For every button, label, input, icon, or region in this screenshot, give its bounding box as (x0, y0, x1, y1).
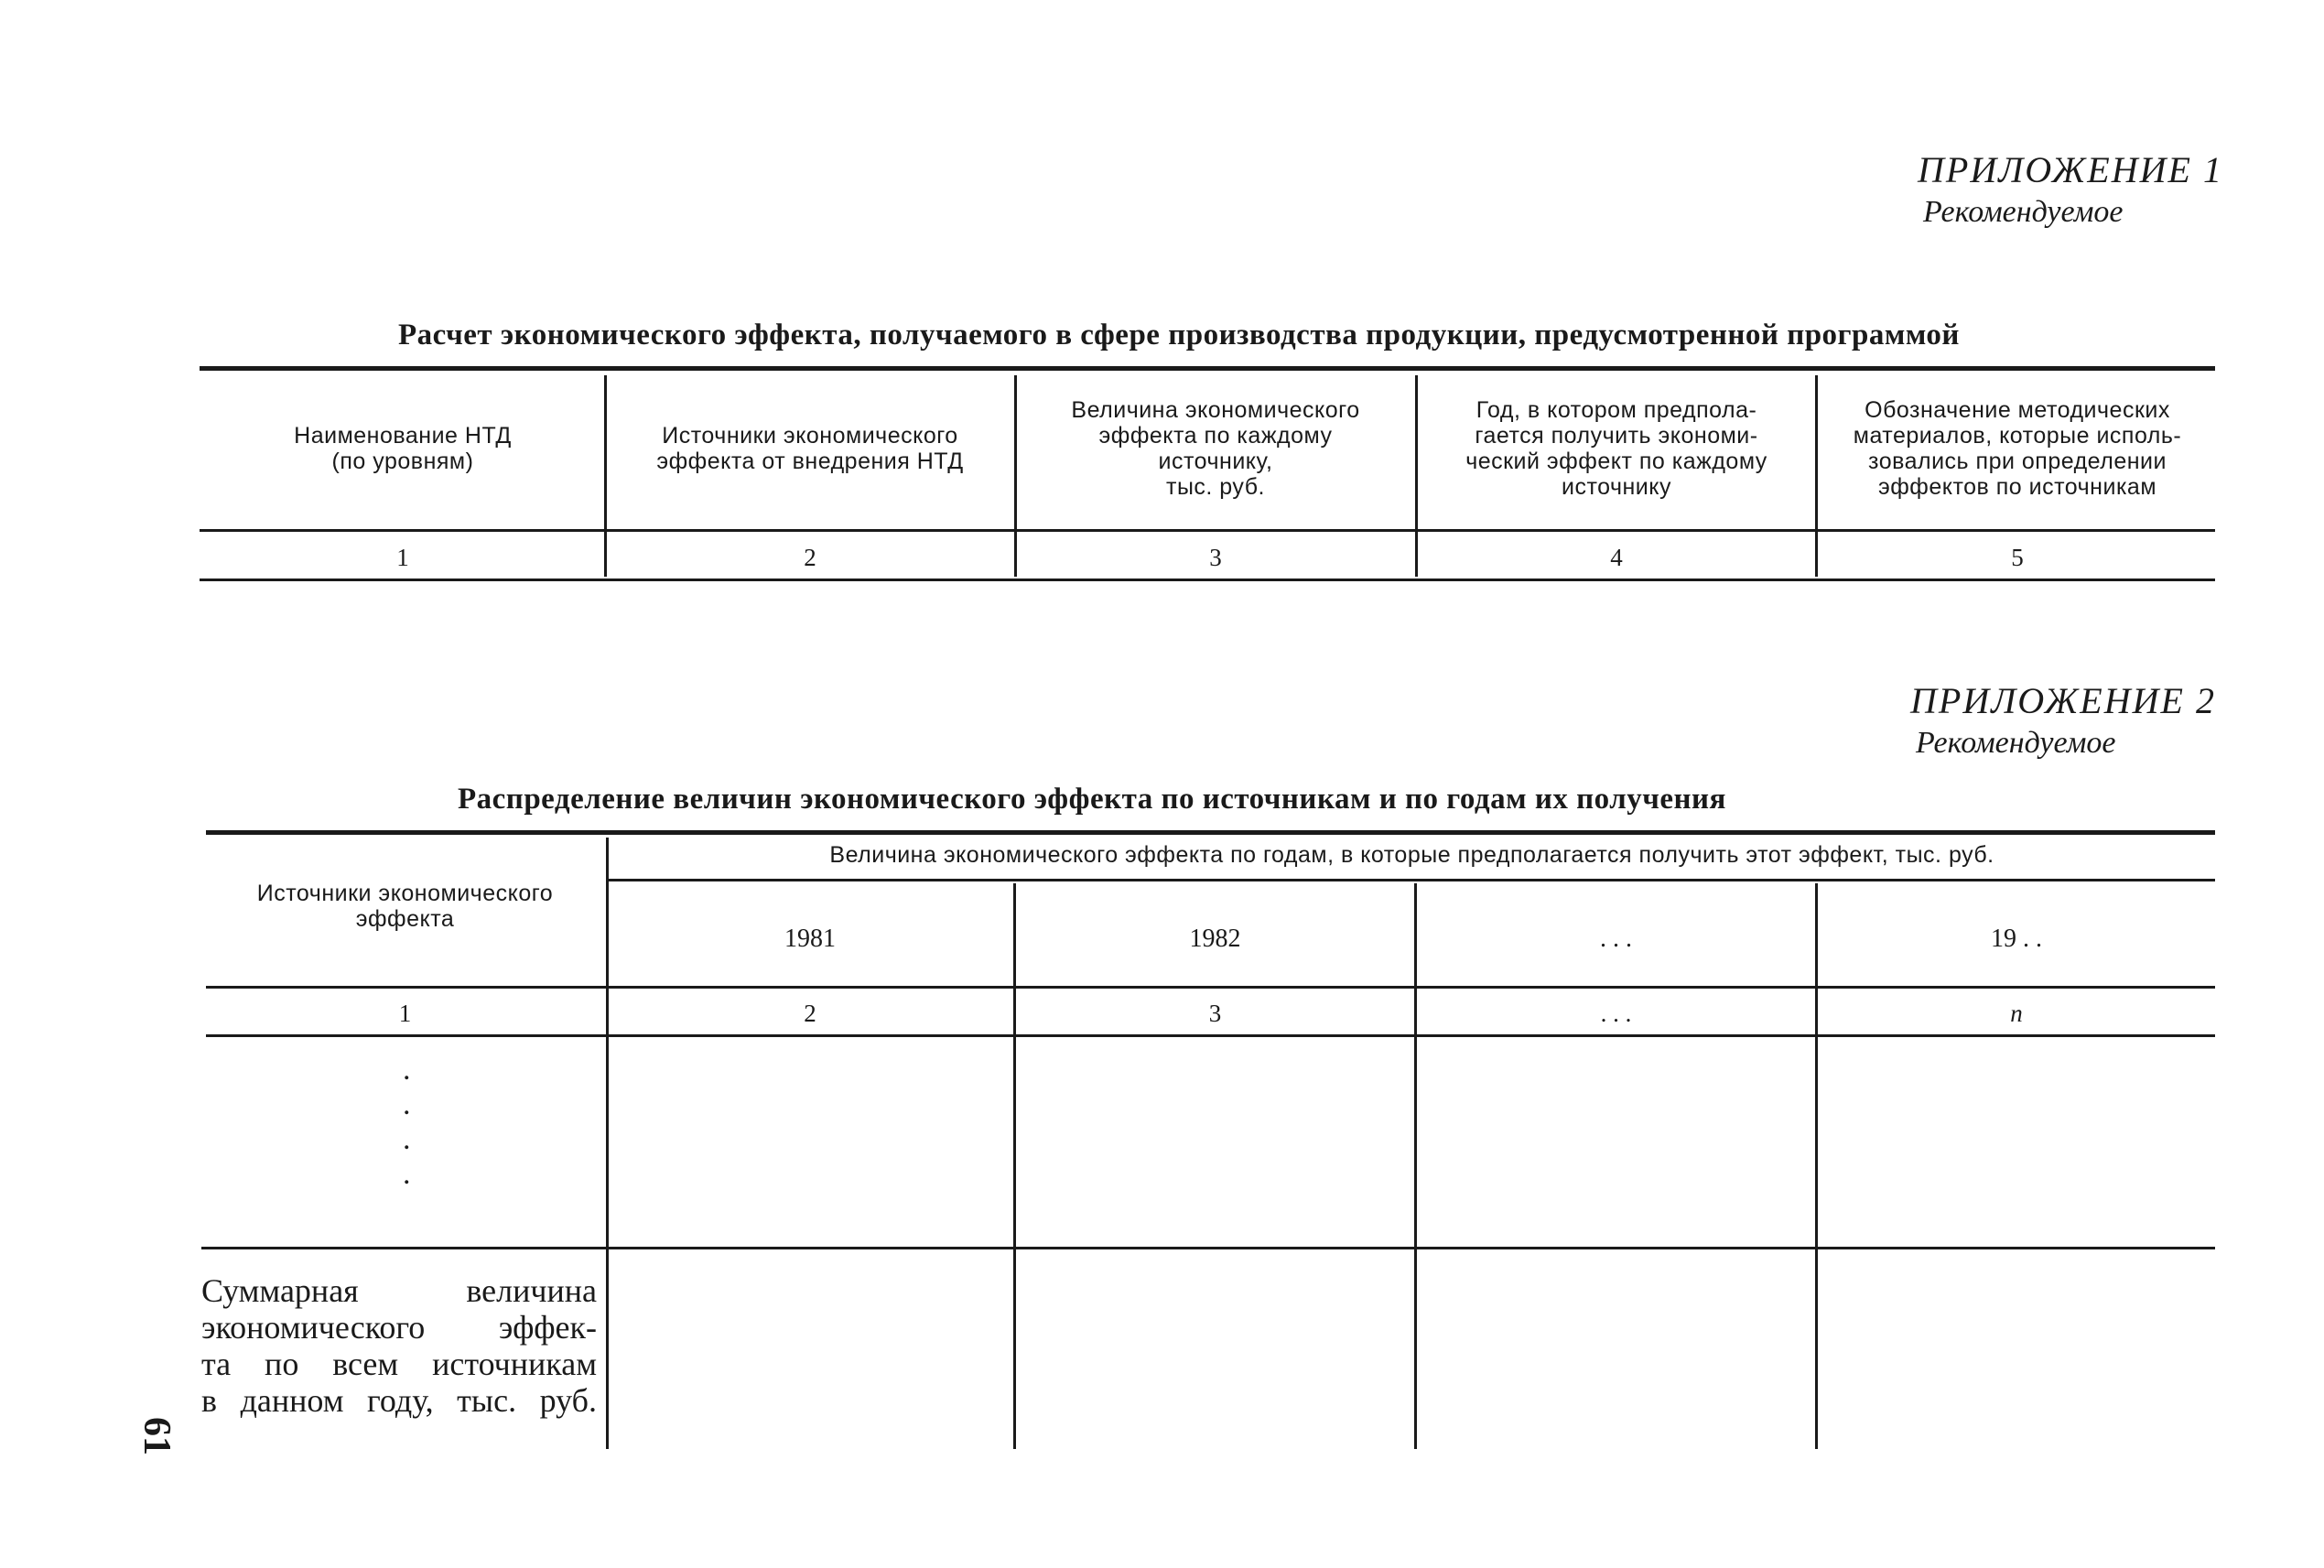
table-1-col-4-header: Год, в котором предпола- гается получить экономи- ческий эффект по каждому источнику (1465, 397, 1767, 500)
table-1-col-2-header: Источники экономического эффекта от внедрения НТД (656, 423, 964, 474)
table-2-year-last: 19 . . (1991, 925, 2042, 953)
sum-row-line: Суммарная величина (201, 1272, 597, 1309)
table-1-divider (1014, 375, 1017, 577)
table-1-title: Расчет экономического эффекта, получаемого в сфере производства продукции, предусмотренной программой (398, 319, 1960, 351)
appendix-2-title: ПРИЛОЖЕНИЕ 2 (1910, 680, 2216, 721)
sum-row-line: та по всем источникам (201, 1346, 597, 1382)
table-1-col-1-header: Наименование НТД (по уровням) (294, 423, 512, 474)
appendix-1-subtitle: Рекомендуемое (1923, 195, 2124, 229)
appendix-2-subtitle: Рекомендуемое (1916, 726, 2116, 760)
sum-row-line: экономического эффек- (201, 1309, 597, 1346)
table-2-year-1982: 1982 (1189, 925, 1241, 953)
table-2-sum-row-label (201, 1272, 597, 1419)
table-1-divider (1815, 375, 1818, 577)
table-2-divider (1815, 883, 1818, 1449)
table-2-top-rule (206, 830, 2215, 835)
appendix-1-title: ПРИЛОЖЕНИЕ 1 (1918, 149, 2223, 190)
table-1-col-5-num: 5 (2011, 544, 2024, 571)
table-2-body-rule (201, 1247, 2215, 1249)
table-1-divider (604, 375, 607, 577)
table-1-top-rule (200, 366, 2215, 371)
appendix-2-heading (1910, 679, 2216, 763)
appendix-1-heading (1918, 148, 2223, 232)
table-2-divider (1013, 883, 1016, 1449)
table-2-title: Распределение величин экономического эффекта по источникам и по годам их получения (458, 783, 1726, 816)
table-2-col-4-num: . . . (1600, 1000, 1632, 1027)
table-1-col-1-num: 1 (396, 544, 409, 571)
table-2-year-1981: 1981 (784, 925, 836, 953)
table-2-num-rule (206, 1034, 2215, 1037)
table-2-row-header: Источники экономического эффекта (256, 881, 554, 932)
page-number: 61 (135, 1417, 178, 1455)
table-1-col-2-num: 2 (804, 544, 816, 571)
table-2-vertical-dots: . . . . (403, 1053, 411, 1191)
table-2-col-n-num: n (2010, 1000, 2023, 1027)
sum-row-line: в данном году, тыс. руб. (201, 1382, 597, 1419)
table-1-header-rule (200, 529, 2215, 532)
table-2-year-ellipsis: . . . (1600, 925, 1632, 953)
table-1-col-4-num: 4 (1610, 544, 1623, 571)
table-1-col-3-num: 3 (1209, 544, 1222, 571)
table-2-col-2-num: 2 (804, 1000, 816, 1027)
table-1-col-3-header: Величина экономического эффекта по каждому источнику, тыс. руб. (1071, 397, 1360, 500)
table-2-header-rule (206, 986, 2215, 989)
table-1-divider (1415, 375, 1418, 577)
table-2-col-3-num: 3 (1208, 1000, 1222, 1027)
table-2-col-1-num: 1 (398, 1000, 412, 1027)
table-2-group-header: Величина экономического эффекта по годам, в которые предполагается получить этот эффект, тыс. руб. (829, 842, 1994, 868)
table-1-bottom-rule (200, 579, 2215, 581)
table-2-group-rule (609, 879, 2215, 881)
table-2-divider (1414, 883, 1417, 1449)
table-1-col-5-header: Обозначение методических материалов, которые исполь- зовались при определении эффектов по источникам (1853, 397, 2182, 500)
